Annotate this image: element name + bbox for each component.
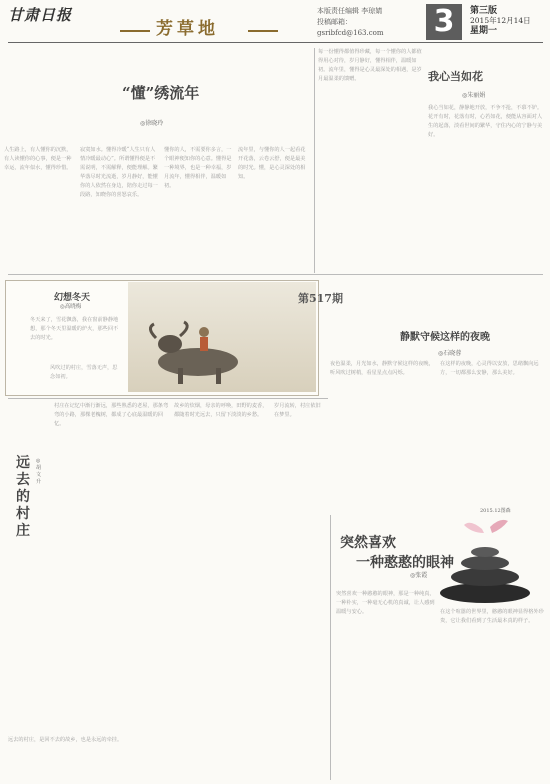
article-body-cunzhuang-col3: 岁月流转，村庄依旧在梦里。 bbox=[274, 403, 321, 418]
header-divider bbox=[8, 42, 543, 43]
issue-number: 第517期 bbox=[298, 292, 343, 305]
editor-line: 本版责任编辑 李琼婧 bbox=[317, 7, 383, 15]
article-title-huanxiang: 幻想冬天 bbox=[54, 293, 91, 303]
buffalo-drawing-icon bbox=[128, 282, 316, 392]
article-body-qingshuang: 我心当如花，静静地开放，不争不抢，不慕不妒。花开有时，花落有时，心若如花，便能从容面对人生的起落，淡看世间的繁华，守住内心的宁静与美好。 bbox=[428, 105, 543, 138]
buffalo-photo-icon bbox=[128, 282, 316, 392]
edition-label: 第三版 bbox=[470, 6, 498, 16]
section-rule-right bbox=[248, 30, 278, 32]
lower-divider bbox=[8, 398, 328, 399]
article-author-jingmo: ◎石晓蓉 bbox=[438, 350, 462, 357]
article-body-jingxi-col2: 在这个喧嚣的世界里，憨憨的眼神显得格外珍贵，它让我们看到了生活最本真的样子。 bbox=[440, 609, 544, 624]
editor-email: 投稿邮箱：gsribfcd@163.com bbox=[317, 18, 384, 37]
footer-note: 2015.12图森 bbox=[480, 508, 511, 514]
article-title-qingshuang: 我心当如花 bbox=[428, 70, 483, 83]
article-author-dongxiu: ◎徐晓玲 bbox=[140, 120, 164, 127]
article-body-huanxiang-end: 风吹过的村庄，雪落无声，思念如初。 bbox=[50, 365, 118, 380]
edition-date: 2015年12月14日 bbox=[470, 16, 531, 25]
article-body-dongxiu-col2: 懂你的人，不需要你多言，一个眼神便知你的心意。懂得是一种境界，也是一种幸福，岁月流年，懂得相伴，温暖如初。 bbox=[164, 147, 232, 189]
article-body-huanxiang: 冬天来了，雪花飘落，我在窗前静静地想，那个冬天里温暖的炉火，那些回不去的时光。 bbox=[30, 317, 119, 341]
article-body-jingxi-col1: 突然喜欢一种憨憨的眼神，那是一种纯真，一种朴实，一种毫无心机的真诚，让人感到温暖与安心。 bbox=[336, 591, 435, 615]
edition-weekday: 星期一 bbox=[470, 26, 498, 36]
article-title-jingmo: 静默守候这样的夜晚 bbox=[400, 332, 490, 343]
article-title-cunzhuang: 远去的村庄 bbox=[16, 455, 30, 539]
article-title-jingxi-line1: 突然喜欢 bbox=[340, 535, 396, 551]
newspaper-masthead: 甘肃日报 bbox=[8, 6, 73, 24]
article-body-dongxiu-col1: 寂寞如水。懂得冷暖“人生只有人情冷暖最动心”。所谓懂得便是不需说明，不需解释，便能理解。繁华落尽时光流逝，岁月静好，能懂你的人依然在身边，陪你走过每一段路，知晓你的喜怒哀乐。 bbox=[80, 147, 158, 198]
section-title: 芳草地 bbox=[156, 19, 219, 39]
column-divider bbox=[314, 48, 315, 273]
article-author-cunzhuang: ◎胡文升 bbox=[36, 458, 42, 485]
article-body-dongxiu-col0: 人生路上，有人懂你的沉默，有人读懂你的心事，便是一种幸运，流年似水，懂得珍惜。 bbox=[4, 147, 72, 171]
page-number: 3 bbox=[426, 4, 462, 40]
article-author-qingshuang: ◎朱丽娟 bbox=[462, 92, 486, 99]
section-divider bbox=[8, 274, 543, 275]
article-author-jingxi: ◎张霞 bbox=[410, 572, 428, 579]
article-body-jingmo-col2: 在这样的夜晚，心灵得以安放，思绪飘向远方，一切都那么安静，那么美好。 bbox=[440, 361, 539, 376]
section-rule-left bbox=[120, 30, 150, 32]
article-body-cunzhuang-end: 远去的村庄，是回不去的故乡，也是永远的牵挂。 bbox=[8, 737, 123, 743]
article-body-cunzhuang-col2: 故乡的炊烟，母亲的呼唤，田野的麦香，都随着时光远去，只留下淡淡的乡愁。 bbox=[174, 403, 268, 418]
article-author-huanxiang: ◎高晓梅 bbox=[60, 304, 82, 310]
article-body-cunzhuang-col1: 村庄在记忆中渐行渐远，那些熟悉的老屋，那条弯弯的小路，那棵老槐树，都成了心底最温暖的回忆。 bbox=[54, 403, 169, 427]
column-divider-lower bbox=[330, 515, 331, 780]
edition-info bbox=[470, 6, 545, 36]
article-title-jingxi-line2: 一种憨憨的眼神 bbox=[356, 555, 454, 571]
article-body-dongxiu-cont: 每一份懂得都值得珍藏，每一个懂你的人都值得用心对待，岁月静好，懂得相伴，温暖如初。流年里，懂得是心灵最深处的相遇，是岁月最温柔的馈赠。 bbox=[318, 49, 422, 82]
article-body-dongxiu-col3: 流年里，与懂你的人一起看花开花落，云卷云舒，便是最美的时光。懂，是心灵深处的相知。 bbox=[238, 147, 306, 180]
article-body-jingmo-col1: 夜色温柔，月光如水，静默守候这样的夜晚，听风吹过树梢，看星星点点闪烁。 bbox=[330, 361, 434, 376]
article-title-dongxiu: “懂”绣流年 bbox=[122, 84, 200, 102]
editor-info bbox=[317, 6, 417, 39]
